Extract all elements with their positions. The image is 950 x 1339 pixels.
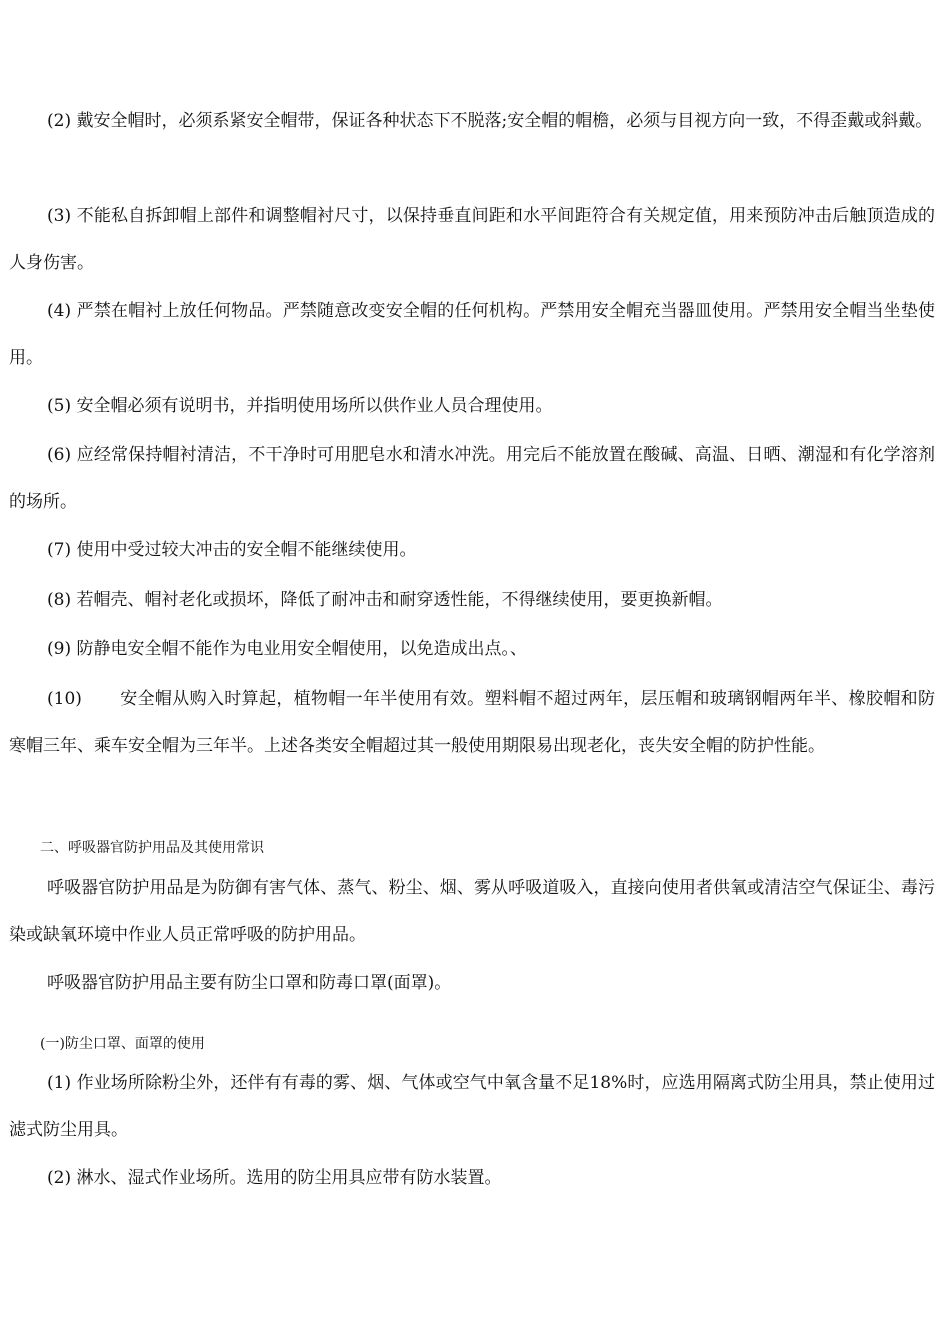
paragraph-helmet-5: (5) 安全帽必须有说明书，并指明使用场所以供作业人员合理使用。 bbox=[47, 396, 553, 416]
paragraph-helmet-2: (2) 戴安全帽时，必须系紧安全帽带，保证各种状态下不脱落;安全帽的帽檐，必须与目视方向一致，不得歪戴或斜戴。 bbox=[47, 111, 933, 131]
paragraph-helmet-4: (4) 严禁在帽衬上放任何物品。严禁随意改变安全帽的任何机构。严禁用安全帽充当器皿使用。严禁用安全帽当坐垫使用。 bbox=[9, 301, 935, 368]
paragraph-helmet-3: (3) 不能私自拆卸帽上部件和调整帽衬尺寸，以保持垂直间距和水平间距符合有关规定值，用来预防冲击后触顶造成的人身伤害。 bbox=[9, 206, 935, 273]
paragraph-dust-2: (2) 淋水、湿式作业场所。选用的防尘用具应带有防水装置。 bbox=[47, 1168, 502, 1188]
paragraph-helmet-7: (7) 使用中受过较大冲击的安全帽不能继续使用。 bbox=[47, 540, 417, 560]
section-heading-respiratory: 二、呼吸器官防护用品及其使用常识 bbox=[40, 840, 264, 856]
paragraph-helmet-10 bbox=[9, 676, 935, 770]
paragraph-respiratory-types: 呼吸器官防护用品主要有防尘口罩和防毒口罩(面罩)。 bbox=[47, 973, 452, 993]
item-number: (10) bbox=[47, 689, 82, 709]
paragraph-respiratory-intro: 呼吸器官防护用品是为防御有害气体、蒸气、粉尘、烟、雾从呼吸道吸入，直接向使用者供氧或清洁空气保证尘、毒污染或缺氧环境中作业人员正常呼吸的防护用品。 bbox=[9, 878, 935, 945]
paragraph-helmet-6: (6) 应经常保持帽衬清洁，不干净时可用肥皂水和清水冲洗。用完后不能放置在酸碱、高温、日晒、潮湿和有化学溶剂的场所。 bbox=[9, 445, 935, 512]
paragraph-dust-1: (1) 作业场所除粉尘外，还伴有有毒的雾、烟、气体或空气中氧含量不足18%时，应选用隔离式防尘用具，禁止使用过滤式防尘用具。 bbox=[9, 1073, 935, 1140]
paragraph-helmet-9: (9) 防静电安全帽不能作为电业用安全帽使用，以免造成出点。、 bbox=[47, 639, 527, 659]
subsection-heading-dust-mask: (一)防尘口罩、面罩的使用 bbox=[40, 1036, 205, 1052]
item-text: 安全帽从购入时算起，植物帽一年半使用有效。塑料帽不超过两年，层压帽和玻璃钢帽两年半、橡胶帽和防寒帽三年、乘车安全帽为三年半。上述各类安全帽超过其一般使用期限易出现老化，丧失安全帽的防护性能。 bbox=[9, 689, 935, 756]
paragraph-helmet-8: (8) 若帽壳、帽衬老化或损坏，降低了耐冲击和耐穿透性能，不得继续使用，要更换新帽。 bbox=[47, 590, 723, 610]
